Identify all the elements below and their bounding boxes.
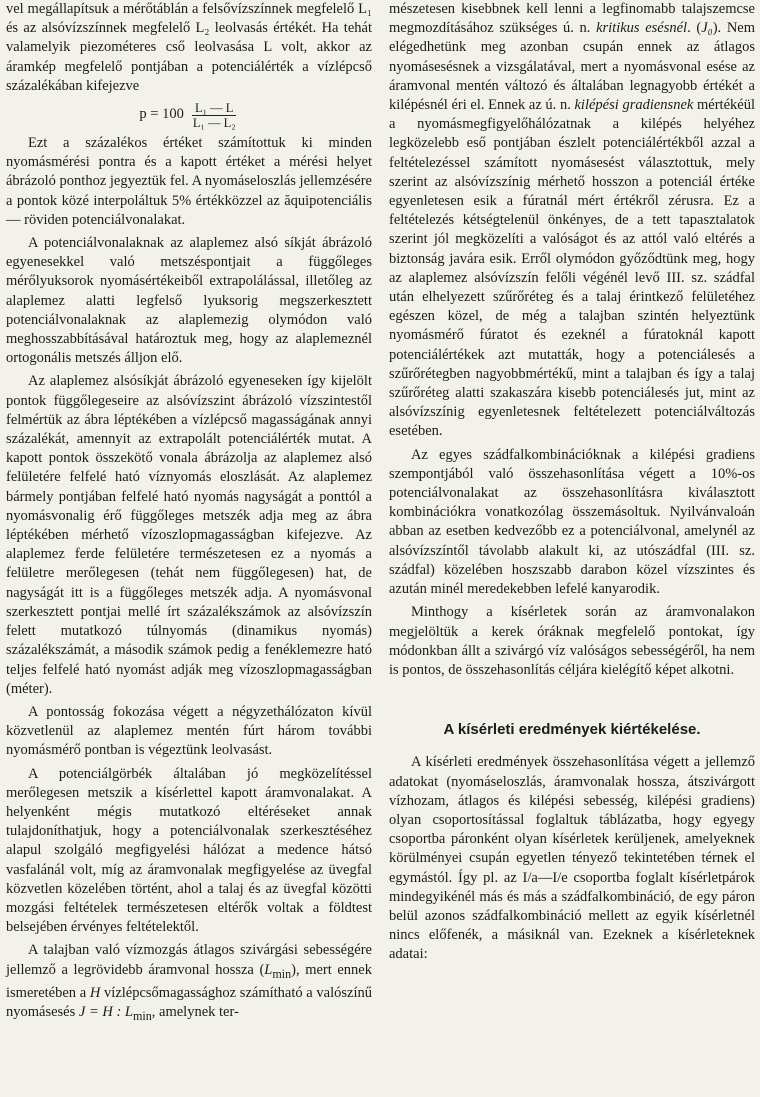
paragraph-accuracy: A pontosság fokozása végett a négyzethálózaton kívül közvetlenül az alaplemez mentén fúrt három további nyomásmérő pontban is végeztünk leolvasást. (6, 703, 372, 759)
paragraph-potential-curves: A potenciálgörbék általában jó megközelítéssel merőlegesen metszik a kísérlettel kapott áramvonalakat. A helyenként mégis mutatkozó eltéréseket annak tulajdoníthatjuk, hogy a potenciálvonalak szerkesztéséhez alapul szolgáló megfigyelési hálózat a medence hátsó vasfalánál volt, míg az áramvonalak megfigyelése az üvegfal közvetlen közelében történt, ahol a talaj és az üvegfal közötti mozgási feltételek természetesen eltérők voltak a földtest belsejében érvényes feltételektől. (6, 765, 372, 936)
formula-numerator: L₁ — L (192, 101, 236, 116)
left-column (6, 0, 372, 1026)
paragraph-percentage-values: Ezt a százalékos értéket számítottuk ki minden nyomásmérési pontra és a kapott értéket a mérési helyet ábrázoló ponthoz jegyeztük fel. A nyomáseloszlás jellemzésére a pontok közé interpoláltuk 5% értékközzel az ăquipotenciális — röviden potenciálvonalakat. (6, 135, 372, 228)
formula-fraction (190, 101, 239, 130)
paragraph-measurement-readings: vel megállapítsuk a mérőtáblán a felsővízszínnek megfelelő L₁ és az alsóvízszínnek megfelelő L₂ leolvasás értékét. Ha tehát valamelyik piezométeres cső leolvasása L volt, akkor az áramkép megfelelő pontjában a potenciálérték a vízlépcső százalékában kifejezve (6, 1, 372, 94)
paragraph-sheet-pile-comparison: Az egyes szádfalkombinációknak a kilépési gradiens szempontjából való összehasonlítása végett a 10%-os potenciálvonalakat az összehasonlításra kiválasztott kombinációkra vonatkozólag összemásoltuk. Nyilvánvaloán abban az esetben kedvezőbb ez a potenciálvonal, amelynél az alsóvízszíntől távolabb alakult ki, az utószádfal (III. sz. szádfal) közelében hoszszabb darabon közel vízszintes és azután minél meredekebben lefelé kanyarodik. (389, 446, 755, 598)
formula-lhs: p = 100 (139, 106, 184, 123)
paragraph-flow-velocity: Minthogy a kísérletek során az áramvonalakon megjelöltük a kerek óráknak megfelelő pontokat, így módonkban állt a szivárgó víz valóságos sebességéről, ha nem is pontos, de összehasonlítás céljára kielégítő képet alkotni. (389, 604, 755, 678)
formula-denominator: L₁ — L₂ (192, 115, 236, 130)
section-heading: A kísérleti eredmények kiértékelése. (443, 721, 701, 739)
paragraph-critical-gradient: mészetesen kisebbnek kell lenni a legfinomabb talajszemcse megmozdításához szükséges ú. n. kritikus esésnél. (J₀). Nem elégedhetünk meg azonban csupán ennek az átlagos nyomásesésnek a vizsgálatával, mert a nyomásvonal esése az áramvonal mentén változó és általában legnagyobb értékét a kilépésnél éri el. Ennek az ú. n. kilépési gradiensnek mértékéül a nyomásmegfigyelőhálózatnak a kilépés helyéhez legközelebb eső pontjában észlelt potenciálértékből azzal a feltételezéssel számított nyomásesést választottuk, mely szerint az alsóvízszínig mérhető hosszon a potenciál értéke egyenletesen esik a fúratnál mért értékről zérusra. Ez a feltételezés kétségtelenül önkényes, de a tett tapasztalatok szerint jól megközelíti a valóságot és az attól való eltérés a biztonság javára esik. Erről olymódon győződtünk meg, hogy az alaplemez alsóvízszín felőli végénél levő III. sz. szádfal után elhelyezett szűrőréteg és a talaj érintkező felületéhez egészen közel, de még a talajban szintén helyeztünk nyomásmérő fúratot és ezeknél a fúratoknál kapott potenciálértékek azt mutatták, hogy a potenciálesés a szűrőrétegben nagyobbmértékű, mint a talajban és így a talaj szűrőréteg alatti szakaszára kisebb potenciálesés jut, mint az alsóvízszínig egyenletesnek feltételezett potenciálváltozás esetében. (389, 1, 756, 440)
paragraph-pressure-distribution: Az alaplemez alsósíkját ábrázoló egyeneseken így kijelölt pontok függőlegeseire az alsóvízszint ábrázoló vízszintestől felmértük az ábra léptékében a vízlépcső magasságának annyi százalékát, amennyit az extrapolált potenciálérték mutat. A kapott pontok összekötő vonala ábrázolja az alaplemez alsó felületére felfelé ható víznyomás eloszlását. Az alaplemez bármely pontjában felfelé ható nyomás nagyságát a ponttól a nyomásvonalig érő függőleges metszék adja meg az ábra léptékében mérhető vízoszlopmagasságban kifejezve. Az alaplemez ferde felületére természetesen ez a nyomás a felületre merőlegesen (tehát nem függőlegesen) hat, de nagyságát itt is a függőleges metszék adja. A nyomásvonal szerkesztett pontjai mellé írt százalékszámok az alsóvízszín felett mutatkozó túlnyomás (dinamikus nyomás) százalékszámát, a második számok pedig a fenéklemezre ható teljes felfelé ható nyomást adják meg vízoszlopmagasságban (méter). (6, 373, 372, 697)
paragraph-results-evaluation: A kísérleti eredmények összehasonlítása végett a jellemző adatokat (nyomáseloszlás, áramvonalak hossza, átszivárgott vízhozam, átlagos és kilépési sebesség, kilépési gradiens) olyan csoportosítással foglaltuk táblázatba, hogy egyegy csoportba páronként olyan kísérletek kerüljenek, amelyeknek körülményei csupán egyetlen tényező tekintetében térnek el egymástól. Így pl. az I/a—I/e csoportba foglalt kísérletpárok mindegyikénél más és más a szádfalkombináció, de egy páron belül azonos szádfalkombináció mellett az egyik kísérletnél nincs előfenék, a másiknál van. Ezeknek a kísérleteknek adatai: (389, 754, 755, 963)
paragraph-potential-lines: A potenciálvonalaknak az alaplemez alsó síkját ábrázoló egyenesekkel való metszéspontjait a függőleges mérőlyuksorok nyomásértékeiből extrapolálással, illetőleg az alaplemez alatti legfelső lyuksorig megszerkesztett potenciálvonalaknak az alaplemezig olymódon való meghosszabbításával határoztuk meg, hogy az alaplemeznél ortogonális metszés álljon elő. (6, 235, 372, 367)
right-column (389, 0, 755, 965)
paragraph-water-movement: A talajban való vízmozgás átlagos szivárgási sebességére jellemző a legrövidebb áramvonal hossza $(L_{min})$, mert ennek ismeretében a H vízlépcsőmagassághoz számítható a valószínű nyomásesés J = H : $L_{min}$, amelynek ter- (6, 942, 372, 1023)
potential-formula (6, 98, 372, 132)
